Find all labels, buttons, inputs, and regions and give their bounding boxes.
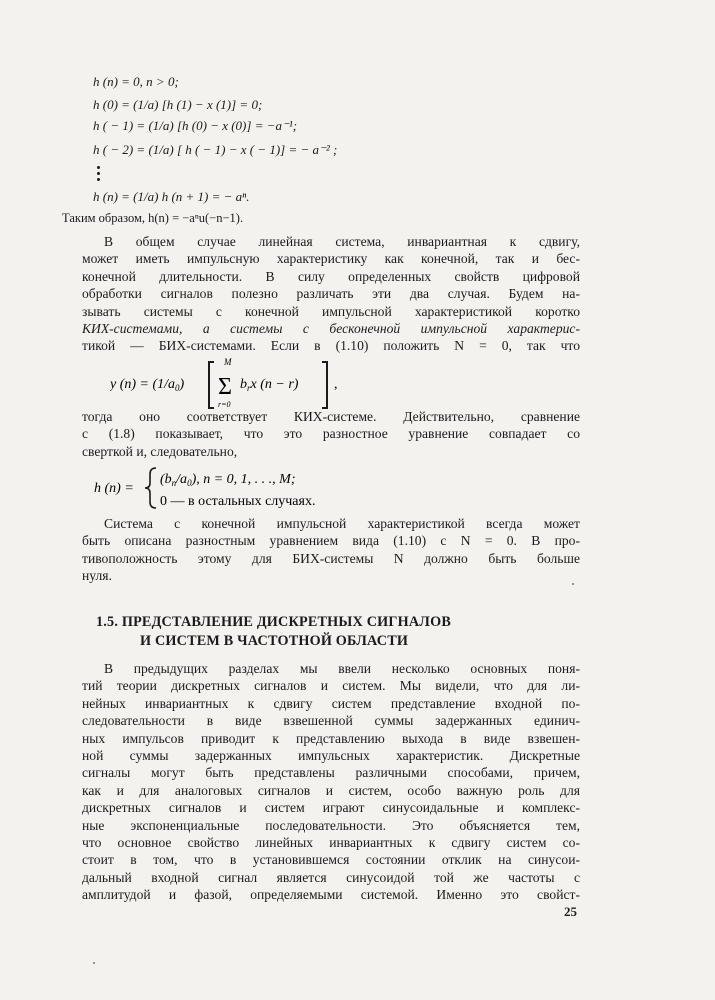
case-line-2: 0 — в остальных случаях. (160, 494, 316, 509)
text-line: дискретных сигналов и систем играют синусоидальные и комплекс- (82, 800, 580, 816)
sigma-icon: Σ (218, 374, 232, 400)
text-line: В предыдущих разделах мы ввели несколько основных поня- (104, 661, 580, 676)
text-line: стоит в том, что в установившемся состоянии отклик на синусои- (82, 852, 580, 868)
paragraph-convolution (82, 408, 580, 460)
equation-line: h (n) = (1/a) h (n + 1) = − aⁿ. (93, 189, 250, 204)
text-line: тогда оно соответствует КИХ-системе. Действительно, сравнение (82, 409, 580, 424)
paragraph-frequency-domain (82, 660, 580, 904)
section-heading-line-1: 1.5. ПРЕДСТАВЛЕНИЕ ДИСКРЕТНЫХ СИГНАЛОВ (96, 614, 451, 630)
text-line: тикой — БИХ-системами. Если в (1.10) положить N = 0, так что (82, 338, 580, 354)
text-line: обработки сигналов полезно различать эти два случая. Будем на- (82, 286, 580, 302)
text-line: что основное свойство линейных инвариантных к сдвигу систем со- (82, 835, 580, 851)
page-number: 25 (564, 904, 577, 919)
right-bracket (322, 362, 327, 408)
left-brace-icon (145, 468, 156, 508)
sum-term: $b_rx$ (n − r) (240, 377, 299, 393)
text-line: зывать системы с конечной импульсной характеристикой коротко (82, 303, 580, 319)
text-line: ные экспоненциальные последовательности. Это объясняется тем, (82, 817, 580, 833)
text-line: Система с конечной импульсной характеристикой всегда может (104, 516, 580, 531)
equation-line: h ( − 1) = (1/a) [h (0) − x (0)] = −a⁻¹; (93, 118, 298, 133)
equation-line: h ( − 2) = (1/a) [ h ( − 1) − x ( − 1)] = − a⁻² ; (93, 142, 338, 157)
text-line: конечной длительности. В силу определенных свойств цифровой (82, 268, 580, 284)
formula-lhs: h (n) = (94, 481, 134, 496)
formula-comma: , (334, 377, 338, 392)
text-line: КИХ-системами, а системы с бесконечной импульсной характерис- (82, 321, 580, 337)
formula-lhs: y $(n) = (1/a_0)$ (110, 377, 185, 393)
section-heading-line-2: И СИСТЕМ В ЧАСТОТНОЙ ОБЛАСТИ (140, 633, 409, 649)
paragraph-fir-conclusion (82, 515, 580, 585)
text-line: нейных инвариантных к сдвигу систем представление входной по- (82, 695, 580, 711)
text-line: с (1.8) показывает, что это разностное уравнение совпадает со (82, 426, 580, 442)
print-speck (572, 583, 574, 585)
text-line: тий теории дискретных сигналов и систем. Мы видели, что для ли- (82, 678, 580, 694)
text-line: нуля. (82, 568, 112, 584)
equation-line: h (0) = (1/a) [h (1) − x (1)] = 0; (93, 97, 263, 112)
text-line: дальный входной сигнал является синусоидой той же частоты с (82, 869, 580, 885)
print-speck (93, 962, 95, 964)
text-line: В общем случае линейная система, инвариантная к сдвигу, (104, 234, 580, 249)
fir-sum-formula (110, 356, 350, 412)
text-line: сигналы могут быть представлены различными способами, причем, (82, 765, 580, 781)
vertical-ellipsis-icon (97, 166, 101, 184)
impulse-response-formula (94, 465, 414, 511)
case-line-1: $(b_n/a_0)$, n = 0, 1, . . ., M; (160, 472, 296, 488)
conclusion-line: Таким образом, h(n) = −aⁿu(−n−1). (62, 211, 244, 225)
section-heading (96, 613, 451, 651)
left-bracket (209, 362, 214, 408)
text-line: следовательности в виде взвешенной суммы задержанных единич- (82, 713, 580, 729)
text-line: как и для аналоговых сигналов и систем, особо важную роль для (82, 782, 580, 798)
text-line: сверткой и, следовательно, (82, 443, 238, 459)
text-line: ных импульсов приводит к представлению выхода в виде взвешен- (82, 730, 580, 746)
sum-lower-limit: r=0 (218, 400, 231, 409)
text-line: быть описана разностным уравнением вида (1.10) с N = 0. В про- (82, 533, 580, 549)
equation-line: h (n) = 0, n > 0; (93, 74, 179, 89)
text-line: амплитудой и фазой, определяемыми системой. Именно это свойст- (82, 887, 580, 903)
paragraph-fir-iir (82, 233, 580, 355)
text-line: тивоположность этому для БИХ-системы N должно быть больше (82, 550, 580, 566)
text-line: может иметь импульсную характеристику как конечной, так и бес- (82, 251, 580, 267)
text-line: ной суммы задержанных импульсных характеристик. Дискретные (82, 748, 580, 764)
sum-upper-limit: M (224, 357, 232, 367)
